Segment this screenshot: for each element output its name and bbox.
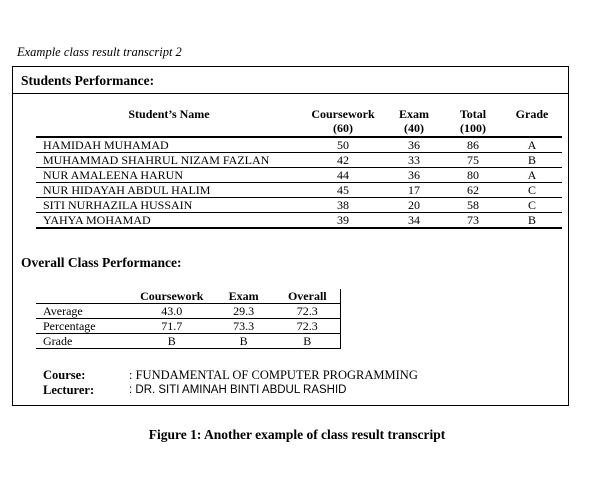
table-row xyxy=(36,304,341,319)
total-score: 80 xyxy=(444,168,502,183)
coursework-score: 38 xyxy=(302,198,384,213)
metric-label: Percentage xyxy=(36,319,131,334)
top-caption: Example class result transcript 2 xyxy=(17,45,182,59)
overall-class-performance-title: Overall Class Performance: xyxy=(21,255,182,270)
exam-score: 36 xyxy=(384,137,444,153)
header-exam: Exam xyxy=(399,107,429,121)
table-row xyxy=(36,168,562,183)
grade: A xyxy=(502,137,562,153)
student-name: SITI NURHAZILA HUSSAIN xyxy=(36,198,302,213)
exam-score: 17 xyxy=(384,183,444,198)
total-score: 58 xyxy=(444,198,502,213)
student-name: MUHAMMAD SHAHRUL NIZAM FAZLAN xyxy=(36,153,302,168)
total-score: 75 xyxy=(444,153,502,168)
exam-value: 29.3 xyxy=(213,304,275,319)
header-exam-max: (40) xyxy=(384,121,444,137)
class-header-blank xyxy=(36,289,131,304)
coursework-value: 71.7 xyxy=(131,319,213,334)
grade: B xyxy=(502,153,562,168)
grade: C xyxy=(502,183,562,198)
figure-caption: Figure 1: Another example of class result transcript xyxy=(148,427,446,442)
coursework-value: 43.0 xyxy=(131,304,213,319)
student-name: NUR AMALEENA HARUN xyxy=(36,168,302,183)
grade: C xyxy=(502,198,562,213)
title-bar xyxy=(13,67,568,94)
exam-score: 34 xyxy=(384,213,444,229)
class-header-overall: Overall xyxy=(275,289,341,304)
lecturer-label: Lecturer: xyxy=(43,383,95,397)
class-header-coursework: Coursework xyxy=(131,289,213,304)
students-table xyxy=(36,107,562,229)
total-score: 73 xyxy=(444,213,502,229)
student-name: NUR HIDAYAH ABDUL HALIM xyxy=(36,183,302,198)
students-performance-title: Students Performance: xyxy=(21,73,155,88)
header-student-name: Student’s Name xyxy=(128,107,210,121)
table-row xyxy=(36,319,341,334)
table-row xyxy=(36,183,562,198)
table-row xyxy=(36,334,341,349)
total-score: 62 xyxy=(444,183,502,198)
exam-score: 20 xyxy=(384,198,444,213)
overall-value: 72.3 xyxy=(275,304,341,319)
coursework-score: 42 xyxy=(302,153,384,168)
table-row xyxy=(36,213,562,229)
metric-label: Average xyxy=(36,304,131,319)
overall-value: B xyxy=(275,334,341,349)
table-row xyxy=(36,137,562,153)
coursework-score: 44 xyxy=(302,168,384,183)
header-total: Total xyxy=(459,107,487,121)
class-header-exam: Exam xyxy=(213,289,275,304)
course-info xyxy=(43,368,463,383)
header-coursework-max: (60) xyxy=(302,121,384,137)
overall-value: 72.3 xyxy=(275,319,341,334)
header-total-max: (100) xyxy=(444,121,502,137)
header-grade-blank xyxy=(502,121,562,137)
header-name-blank xyxy=(36,121,302,137)
lecturer-info xyxy=(43,383,463,398)
course-value: : FUNDAMENTAL OF COMPUTER PROGRAMMING xyxy=(129,368,418,382)
exam-value: B xyxy=(213,334,275,349)
total-score: 86 xyxy=(444,137,502,153)
exam-value: 73.3 xyxy=(213,319,275,334)
grade: B xyxy=(502,213,562,229)
exam-score: 33 xyxy=(384,153,444,168)
transcript-frame xyxy=(12,66,569,406)
exam-score: 36 xyxy=(384,168,444,183)
header-coursework: Coursework xyxy=(311,107,375,121)
lecturer-value: : DR. SITI AMINAH BINTI ABDUL RASHID xyxy=(129,384,347,396)
coursework-score: 45 xyxy=(302,183,384,198)
header-grade: Grade xyxy=(515,107,549,121)
table-row xyxy=(36,153,562,168)
coursework-score: 39 xyxy=(302,213,384,229)
course-label: Course: xyxy=(43,368,86,382)
student-name: YAHYA MOHAMAD xyxy=(36,213,302,229)
student-name: HAMIDAH MUHAMAD xyxy=(36,137,302,153)
table-row xyxy=(36,198,562,213)
class-performance-table xyxy=(36,289,341,349)
metric-label: Grade xyxy=(36,334,131,349)
grade: A xyxy=(502,168,562,183)
coursework-value: B xyxy=(131,334,213,349)
coursework-score: 50 xyxy=(302,137,384,153)
